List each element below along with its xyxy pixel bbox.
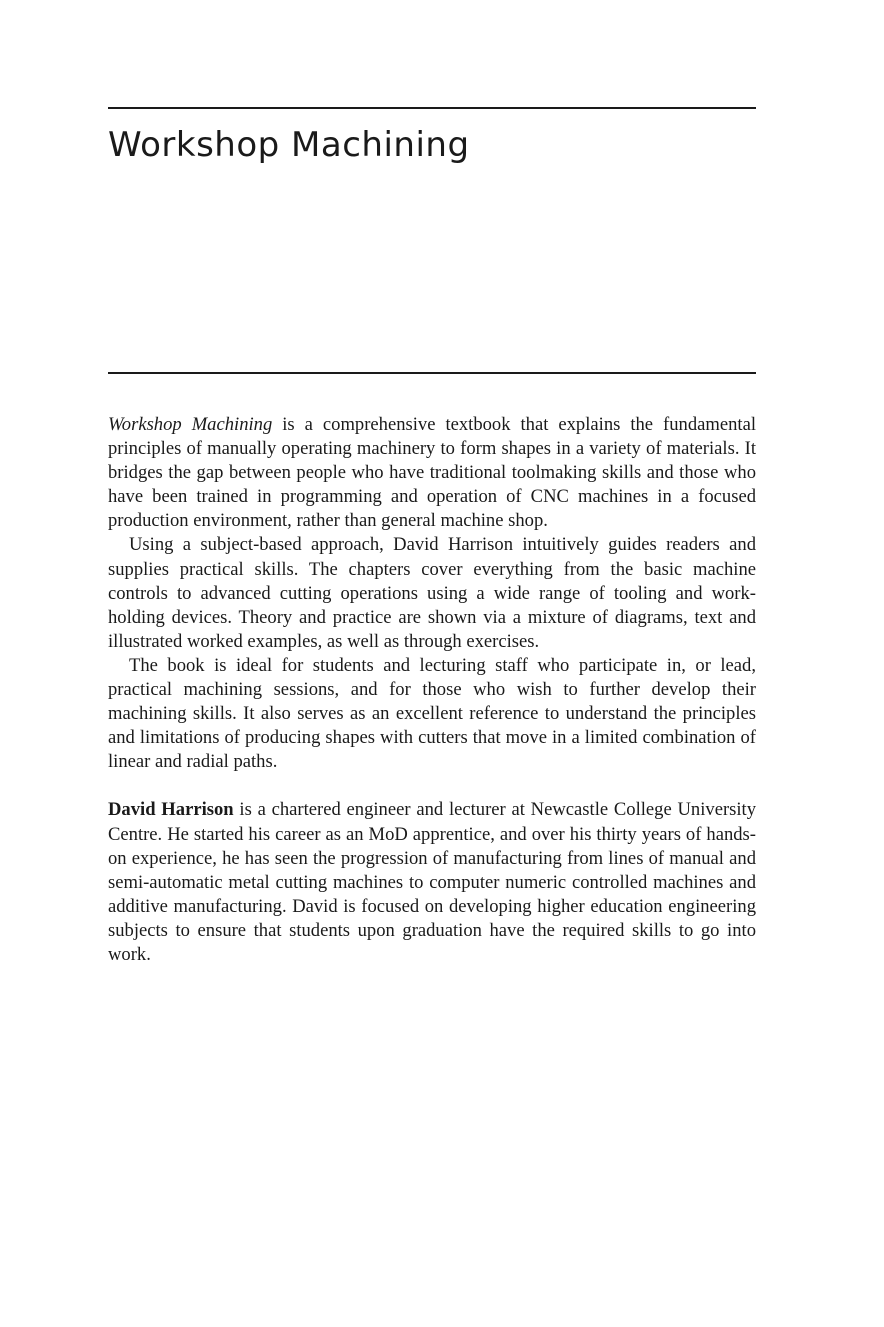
top-rule xyxy=(108,107,756,109)
author-bio-text: is a chartered engineer and lecturer at Newcastle College University Centre. He started his career as an MoD apprentice, and over his thirty years of hands-on experience, he has seen the progression of manufacturing from lines of manual and semi-automatic metal cutting machines to computer numeric controlled machines and additive manufacturing. David is focused on developing higher education engineering subjects to ensure that students upon graduation have the required skills to go into work. xyxy=(108,799,757,965)
description-paragraph-2: Using a subject-based approach, David Harrison intuitively guides readers and supplies practical skills. The chapters cover everything from the basic machine controls to advanced cutting operations using a wide range of tooling and work-holding devices. Theory and practice are shown via a mixture of diagrams, text and illustrated worked examples, as well as through exercises. xyxy=(108,534,756,652)
bottom-rule xyxy=(108,372,756,374)
description-paragraph-1-text: is a comprehensive textbook that explains the fundamental principles of manually operating machinery to form shapes in a variety of materials. It bridges the gap between people who have traditional toolmaking skills and those who have been trained in programming and operation of CNC machines in a focused production environment, rather than general machine shop. xyxy=(108,414,756,532)
book-title-italic: Workshop Machining xyxy=(108,414,273,435)
page-title: Workshop Machining xyxy=(108,125,470,165)
description-paragraph-1 xyxy=(108,413,756,533)
author-bio-paragraph xyxy=(108,798,756,967)
body-text xyxy=(108,413,756,967)
description-paragraph-3: The book is ideal for students and lecturing staff who participate in, or lead, practical machining sessions, and for those who wish to further develop their machining skills. It also serves as an excellent reference to understand the principles and limitations of producing shapes with cutters that move in a limited combination of linear and radial paths. xyxy=(108,654,756,773)
author-name: David Harrison xyxy=(108,799,234,821)
